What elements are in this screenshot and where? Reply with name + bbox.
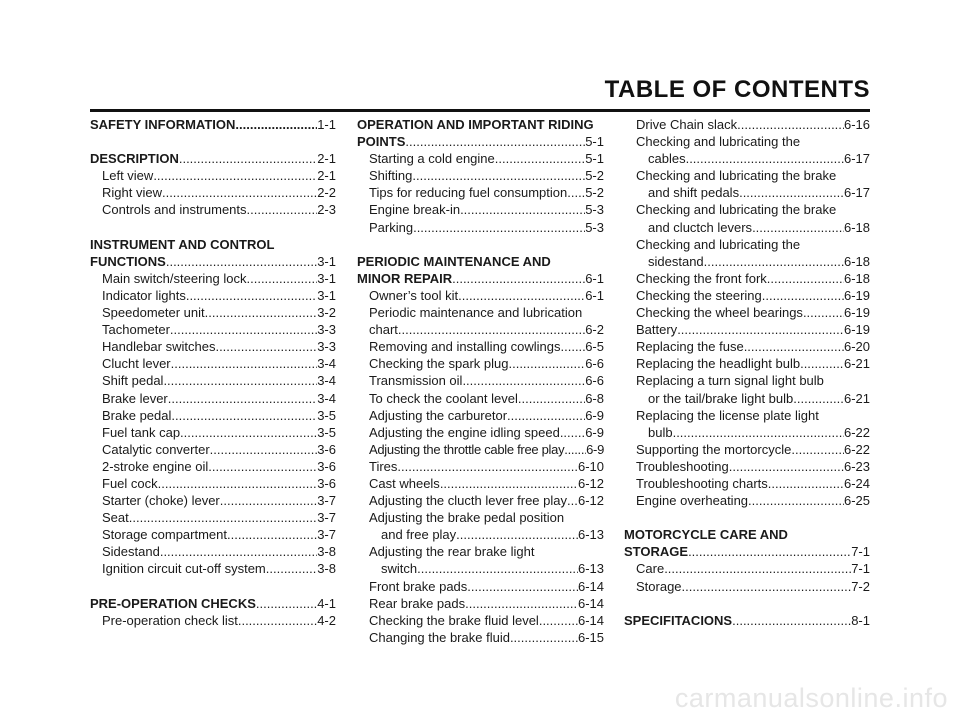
toc-heading: Replacing the license plate light: [636, 407, 819, 423]
toc-entry[interactable]: sidestand ..... 6-18: [624, 253, 870, 270]
toc-entry[interactable]: Speedometer unit ..... 3-2: [90, 304, 336, 321]
toc-entry[interactable]: Indicator lights ..... 3-1: [90, 287, 336, 304]
toc-entry[interactable]: Front brake pads ..... 6-14: [357, 578, 604, 595]
toc-entry[interactable]: Checking the spark plug ..... 6-6: [357, 355, 604, 372]
toc-entry[interactable]: Checking the front fork ..... 6-18: [624, 270, 870, 287]
toc-entry[interactable]: or the tail/brake light bulb ..... 6-21: [624, 390, 870, 407]
toc-entry[interactable]: Changing the brake fluid ..... 6-15: [357, 629, 604, 646]
toc-heading: Checking and lubricating the brake: [636, 168, 837, 184]
toc-entry[interactable]: To check the coolant level ..... 6-8: [357, 390, 604, 407]
toc-entry[interactable]: Storage ..... 7-2: [624, 578, 870, 595]
toc-entry[interactable]: Fuel cock ..... 3-6: [90, 475, 336, 492]
toc-heading: Adjusting the brake pedal position: [369, 510, 565, 526]
toc-column-3: [624, 116, 870, 629]
toc-entry[interactable]: STORAGE ..... 7-1: [624, 543, 870, 560]
toc-entry[interactable]: Starter (choke) lever ..... 3-7: [90, 492, 336, 509]
toc-entry[interactable]: Checking the brake fluid level ..... 6-14: [357, 612, 604, 629]
toc-entry[interactable]: Main switch/steering lock ..... 3-1: [90, 270, 336, 287]
toc-entry[interactable]: Sidestand ..... 3-8: [90, 543, 336, 560]
toc-heading: Replacing a turn signal light bulb: [636, 373, 824, 389]
toc-entry[interactable]: Adjusting the engine idling speed ..... 6-9: [357, 424, 604, 441]
toc-heading: Checking and lubricating the: [636, 134, 801, 150]
toc-entry[interactable]: Troubleshooting charts ..... 6-24: [624, 475, 870, 492]
toc-entry[interactable]: cables ..... 6-17: [624, 150, 870, 167]
watermark: carmanualsonline.info: [674, 683, 948, 713]
toc-entry[interactable]: Engine overheating ..... 6-25: [624, 492, 870, 509]
toc-heading: OPERATION AND IMPORTANT RIDING: [357, 117, 594, 132]
toc-entry[interactable]: Brake pedal ..... 3-5: [90, 407, 336, 424]
toc-entry[interactable]: Catalytic converter ..... 3-6: [90, 441, 336, 458]
toc-entry[interactable]: Checking the wheel bearings ..... 6-19: [624, 304, 870, 321]
toc-entry[interactable]: POINTS ..... 5-1: [357, 133, 604, 150]
toc-entry[interactable]: Controls and instruments ..... 2-3: [90, 201, 336, 218]
toc-heading: PERIODIC MAINTENANCE AND: [357, 253, 551, 269]
toc-entry[interactable]: Clucht lever ..... 3-4: [90, 355, 336, 372]
toc-entry[interactable]: Tachometer ..... 3-3: [90, 321, 336, 338]
page-title: TABLE OF CONTENTS: [604, 76, 870, 103]
toc-entry[interactable]: FUNCTIONS ..... 3-1: [90, 253, 336, 270]
toc-entry[interactable]: Adjusting the carburetor ..... 6-9: [357, 407, 604, 424]
toc-entry[interactable]: Storage compartment ..... 3-7: [90, 526, 336, 543]
toc-entry[interactable]: Seat ..... 3-7: [90, 509, 336, 526]
toc-entry[interactable]: Parking ..... 5-3: [357, 219, 604, 236]
toc-column-2: [357, 116, 604, 646]
toc-entry[interactable]: Troubleshooting ..... 6-23: [624, 458, 870, 475]
toc-heading: INSTRUMENT AND CONTROL: [90, 236, 275, 252]
toc-entry[interactable]: Adjusting the throttle cable free play ..... 6-9: [357, 441, 604, 458]
toc-entry[interactable]: Right view ..... 2-2: [90, 184, 336, 201]
toc-entry[interactable]: Battery ..... 6-19: [624, 321, 870, 338]
toc-entry[interactable]: Engine break-in ..... 5-3: [357, 201, 604, 218]
toc-entry[interactable]: Shifting ..... 5-2: [357, 167, 604, 184]
toc-entry[interactable]: Tires ..... 6-10: [357, 458, 604, 475]
toc-entry[interactable]: Ignition circuit cut-off system ..... 3-8: [90, 560, 336, 577]
toc-entry[interactable]: Removing and installing cowlings ..... 6-5: [357, 338, 604, 355]
toc-entry[interactable]: Brake lever ..... 3-4: [90, 390, 336, 407]
toc-entry[interactable]: Fuel tank cap ..... 3-5: [90, 424, 336, 441]
toc-entry[interactable]: SPECIFITACIONS ..... 8-1: [624, 612, 870, 629]
toc-entry[interactable]: Pre-operation check list ..... 4-2: [90, 612, 336, 629]
toc-entry[interactable]: Supporting the mortorcycle ..... 6-22: [624, 441, 870, 458]
toc-heading: Checking and lubricating the brake: [636, 202, 837, 218]
toc-entry[interactable]: Shift pedal ..... 3-4: [90, 372, 336, 389]
toc-entry[interactable]: MINOR REPAIR ..... 6-1: [357, 270, 604, 287]
title-rule: [90, 109, 870, 112]
toc-entry[interactable]: Checking the steering ..... 6-19: [624, 287, 870, 304]
toc-entry[interactable]: Transmission oil ..... 6-6: [357, 372, 604, 389]
toc-entry[interactable]: Starting a cold engine ..... 5-1: [357, 150, 604, 167]
toc-entry[interactable]: and free play ..... 6-13: [357, 526, 604, 543]
toc-entry[interactable]: Handlebar switches ..... 3-3: [90, 338, 336, 355]
toc-entry[interactable]: Tips for reducing fuel consumption ..... 5-2: [357, 184, 604, 201]
toc-heading: Checking and lubricating the: [636, 236, 801, 252]
toc-entry[interactable]: Drive Chain slack ..... 6-16: [624, 116, 870, 133]
toc-heading: Adjusting the rear brake light: [369, 544, 535, 560]
toc-heading: Periodic maintenance and lubrication: [369, 305, 583, 321]
toc-entry[interactable]: Owner’s tool kit ..... 6-1: [357, 287, 604, 304]
toc-entry[interactable]: chart ..... 6-2: [357, 321, 604, 338]
toc-entry[interactable]: Care ..... 7-1: [624, 560, 870, 577]
toc-entry[interactable]: 2-stroke engine oil ..... 3-6: [90, 458, 336, 475]
toc-entry[interactable]: Left view ..... 2-1: [90, 167, 336, 184]
toc-column-1: [90, 116, 336, 629]
toc-entry[interactable]: Replacing the fuse ..... 6-20: [624, 338, 870, 355]
toc-entry[interactable]: Rear brake pads ..... 6-14: [357, 595, 604, 612]
toc-entry[interactable]: switch ..... 6-13: [357, 560, 604, 577]
toc-entry[interactable]: Adjusting the clucth lever free play ..... 6-12: [357, 492, 604, 509]
toc-entry[interactable]: and shift pedals ..... 6-17: [624, 184, 870, 201]
toc-entry[interactable]: bulb ..... 6-22: [624, 424, 870, 441]
toc-entry[interactable]: DESCRIPTION ..... 2-1: [90, 150, 336, 167]
toc-entry[interactable]: Replacing the headlight bulb ..... 6-21: [624, 355, 870, 372]
toc-entry[interactable]: and cluctch levers ..... 6-18: [624, 219, 870, 236]
toc-entry[interactable]: SAFETY INFORMATION ..... 1-1: [90, 116, 336, 133]
toc-entry[interactable]: Cast wheels ..... 6-12: [357, 475, 604, 492]
toc-entry[interactable]: PRE-OPERATION CHECKS ..... 4-1: [90, 595, 336, 612]
toc-heading: MOTORCYCLE CARE AND: [624, 527, 788, 543]
